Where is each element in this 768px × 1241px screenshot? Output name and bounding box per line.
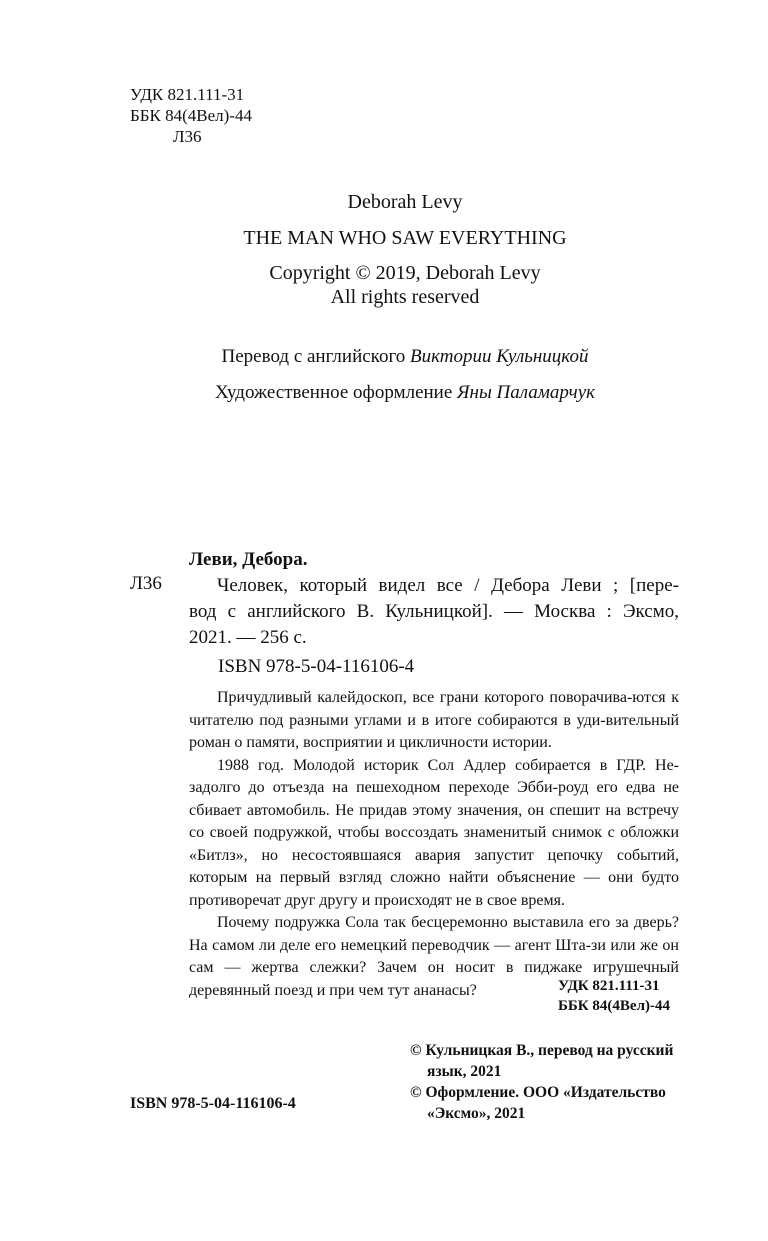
- rights-line: All rights reserved: [330, 286, 480, 308]
- bib-line-3: 2021. — 256 с.: [189, 627, 307, 648]
- bib-line-1: Человек, который видел все / Дебора Леви ; [пере-: [217, 575, 679, 596]
- udk-code: УДК 821.111-31: [130, 85, 245, 104]
- translator-name: Виктории Кульницкой: [410, 346, 589, 367]
- copyright-block: [410, 1040, 685, 1124]
- footer-udk: УДК 821.111-31: [557, 978, 660, 994]
- annotation-paragraph-3: Почему подружка Сола так бесцеремонно выставила его за дверь? На самом ли деле его немецкий переводчик — агент Шта-зи или же он сам — жертва слежки? Зачем он носит в пиджаке игрушечный деревянный поезд и при чем тут ананасы?: [189, 914, 679, 999]
- footer-codes: [558, 976, 670, 1016]
- design-credit: [0, 382, 768, 404]
- annotation-paragraph-1: Причудливый калейдоскоп, все грани которого поворачива-ются к читателю под разными углами и в итоге собираются в уди-вительный роман о памяти, восприятии и цикличности истории.: [189, 689, 679, 751]
- annotation-paragraph-2: 1988 год. Молодой историк Сол Адлер собирается в ГДР. Не-задолго до отъезда на пешеходном переходе Эбби-роуд его едва не сбивает автомобиль. Не придав этому значения, он спешит на встречу со своей подружкой, чтобы воссоздать знаменитый снимок с обложки «Битлз», но несостоявшаяся авария запустит цепочку событий, которым на первый взгляд сложно найти объяснение — они будто противоречат друг другу и происходят не в свое время.: [189, 756, 679, 909]
- translation-prefix: Перевод с английского: [221, 346, 406, 367]
- designer-name: Яны Паламарчук: [457, 382, 596, 403]
- bib-heading: Леви, Дебора.: [189, 549, 308, 570]
- footer-bbk: ББК 84(4Вел)-44: [557, 998, 670, 1014]
- annotation: [189, 687, 679, 1002]
- translation-copyright: © Кульницкая В., перевод на русский язык, 2021: [410, 1042, 674, 1080]
- design-prefix: Художественное оформление: [214, 382, 453, 403]
- bib-isbn: ISBN 978-5-04-116106-4: [218, 656, 415, 677]
- original-title: THE MAN WHO SAW EVERYTHING: [243, 227, 567, 249]
- bib-entry: [189, 573, 679, 651]
- author-mark: Л36: [173, 127, 202, 146]
- design-copyright: © Оформление. ООО «Издательство «Эксмо», 2021: [410, 1084, 666, 1122]
- footer-isbn: ISBN 978-5-04-116106-4: [130, 1095, 296, 1112]
- bbk-code: ББК 84(4Вел)-44: [130, 106, 252, 125]
- bib-line-2: вод с английского В. Кульницкой]. — Москва : Эксмо,: [189, 601, 679, 622]
- translation-credit: [0, 346, 768, 368]
- classification-codes: [130, 84, 252, 147]
- bib-mark: Л36: [130, 573, 162, 594]
- original-author: Deborah Levy: [347, 191, 463, 213]
- copyright-line: Copyright © 2019, Deborah Levy: [269, 262, 541, 284]
